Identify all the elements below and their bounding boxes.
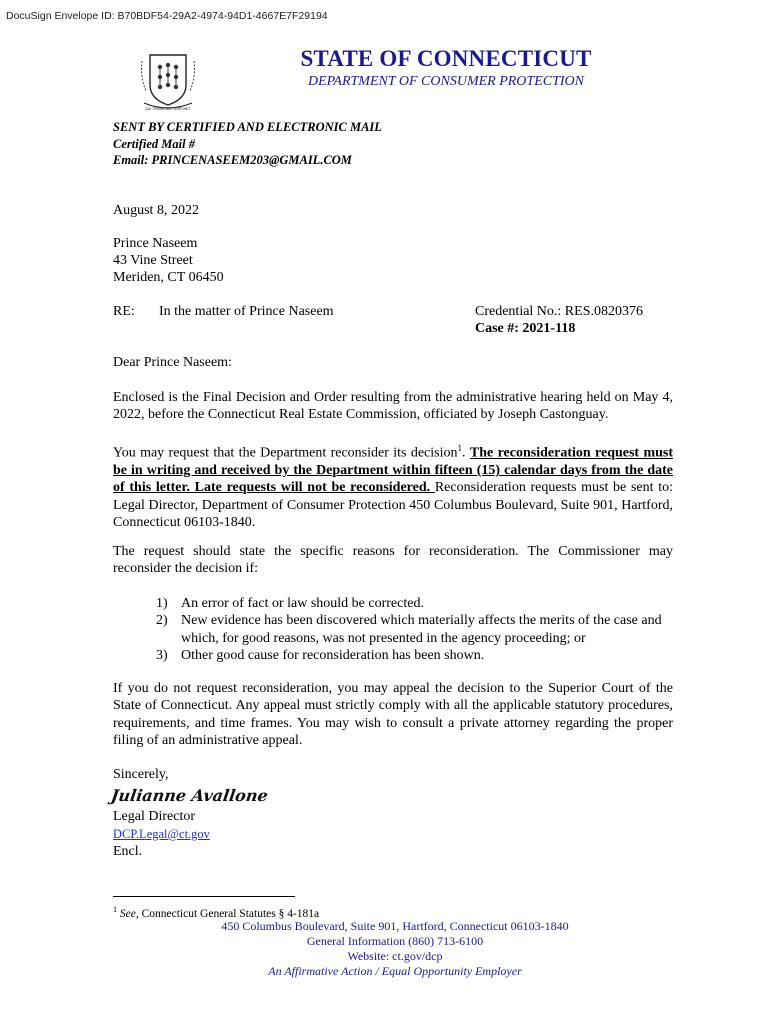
signature-image xyxy=(109,782,270,808)
footer-address: 450 Columbus Boulevard, Suite 901, Hartford, Connecticut 06103-1840 xyxy=(221,919,569,933)
footnote xyxy=(113,905,319,920)
list-item-number: 3) xyxy=(156,648,168,664)
sent-by-line: SENT BY CERTIFIED AND ELECTRONIC MAIL xyxy=(113,120,382,134)
state-seal-icon xyxy=(138,47,198,111)
case-number: Case #: 2021-118 xyxy=(475,321,576,336)
svg-text:Julianne Avallone: Julianne Avallone xyxy=(109,786,270,805)
reconsideration-address: Reconsideration requests must be sent to: Legal Director, Department of Consumer Protection 450 Columbus Boulevard, Suite 901, Hartford, Connecticut 06103-1840. xyxy=(113,480,674,531)
list-item-number: 1) xyxy=(156,596,168,611)
docusign-envelope-id: DocuSign Envelope ID: B70BDF54-29A2-4974-94D1-4667E7F29194 xyxy=(6,10,328,22)
footer-employer: An Affirmative Action / Equal Opportunity Employer xyxy=(268,964,522,978)
paragraph-final-decision xyxy=(113,389,673,424)
list-item-text: Other good cause for reconsideration has been shown. xyxy=(181,648,485,664)
certified-mail-line: Certified Mail # xyxy=(113,137,195,151)
letter-date: August 8, 2022 xyxy=(113,203,199,218)
salutation: Dear Prince Naseem: xyxy=(113,355,232,370)
list-item xyxy=(156,647,681,664)
recipient-name: Prince Naseem xyxy=(113,236,198,251)
footnote-see: See xyxy=(119,907,136,920)
list-item-text: New evidence has been discovered which materially affects the merits of the case and which, for good reasons, was not presented in the agency proceeding; or xyxy=(181,613,662,646)
legal-email-link[interactable]: DCP.Legal@ct.gov xyxy=(113,827,210,841)
department-name: DEPARTMENT OF CONSUMER PROTECTION xyxy=(308,74,584,89)
closing-sincerely: Sincerely, xyxy=(113,767,169,782)
list-item xyxy=(156,612,681,647)
paragraph-request-reasons: The request should state the specific reasons for reconsideration. The Commissioner may reconsider the decision if: xyxy=(113,544,673,577)
re-label: RE: xyxy=(113,304,135,319)
state-title: STATE OF CONNECTICUT xyxy=(300,46,592,71)
paragraph-reconsideration xyxy=(113,440,673,532)
reasons-list xyxy=(156,595,681,665)
re-matter: In the matter of Prince Naseem xyxy=(159,304,334,319)
footnote-divider xyxy=(113,896,295,897)
paragraph-appeal: If you do not request reconsideration, you may appeal the decision to the Superior Court of the State of Connecticut. Any appeal must strictly comply with all the applicable statutory procedures, requirements, and time frames. You may wish to consult a private attorney regarding the proper filing of an administrative appeal. xyxy=(113,681,673,749)
footnote-text: , Connecticut General Statutes § 4-181a xyxy=(135,907,320,920)
recipient-city: Meriden, CT 06450 xyxy=(113,270,224,285)
reconsideration-deadline-emphasis: The reconsideration request must be in writing and received by the Department within fifteen (15) calendar days from the date of this letter. Late requests will not be reconsidered. xyxy=(113,445,674,496)
footnote-number: 1 xyxy=(113,905,117,914)
footer-website: Website: ct.gov/dcp xyxy=(347,949,443,963)
reconsideration-intro: You may request that the Department reconsider its decision xyxy=(113,445,458,461)
list-item xyxy=(156,595,681,612)
list-item-text: An error of fact or law should be corrected. xyxy=(181,596,424,611)
footer-phone: General Information (860) 713-6100 xyxy=(306,934,484,948)
reconsideration-period: . xyxy=(462,445,470,461)
signer-title: Legal Director xyxy=(113,809,196,824)
recipient-street: 43 Vine Street xyxy=(113,253,193,268)
paragraph-final-decision-text: Enclosed is the Final Decision and Order resulting from the administrative hearing held on May 4, 2022, before the Connecticut Real Estate Commission, officiated by Joseph Castonguay. xyxy=(113,390,673,423)
email-line: Email: PRINCENASEEM203@GMAIL.COM xyxy=(113,153,352,167)
list-item-number: 2) xyxy=(156,613,168,629)
credential-number: Credential No.: RES.0820376 xyxy=(475,304,643,319)
enclosure-note: Encl. xyxy=(113,844,143,859)
seal-motto: QUI TRANSTULIT SUSTINET xyxy=(145,107,191,111)
footnote-reference: 1 xyxy=(457,443,463,453)
